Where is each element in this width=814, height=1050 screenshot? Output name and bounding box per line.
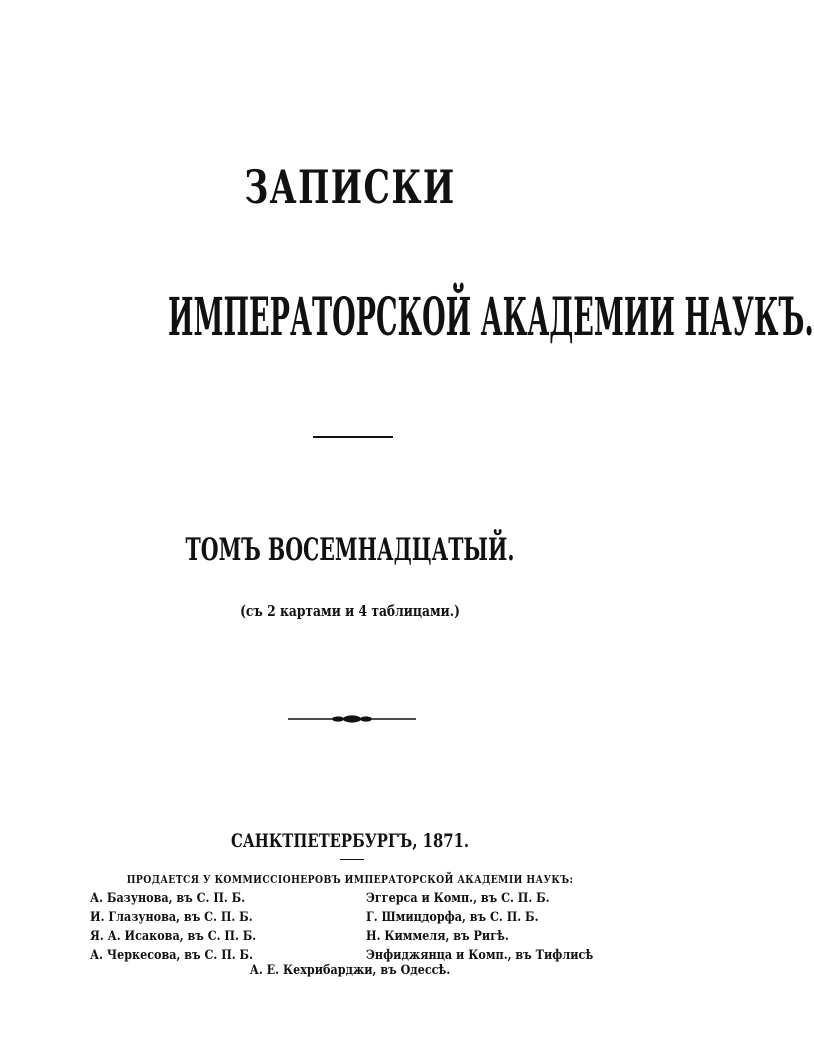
title-divider [313,436,393,438]
seller-row [90,927,630,946]
seller-right: Н. Киммеля, въ Ригѣ. [366,929,509,944]
city-year: САНКТПЕТЕРБУРГЪ, 1871. [230,830,470,852]
ornament-divider-icon [288,711,416,727]
sellers-list [90,889,630,965]
seller-left: А. Базунова, въ С. П. Б. [90,891,246,906]
seller-row [90,889,630,908]
main-title: ЗАПИСКИ [244,160,456,214]
seller-row [90,908,630,927]
sellers-heading: ПРОДАЕТСЯ У КОММИССІОНЕРОВЪ ИМПЕРАТОРСКОЙ АКАДЕМІИ НАУКЪ: [126,873,574,886]
imprint-divider [340,859,364,860]
seller-left: А. Черкесова, въ С. П. Б. [90,948,253,963]
academy-subtitle: ИМПЕРАТОРСКОЙ АКАДЕМИИ НАУКЪ. [168,287,814,348]
seller-right: Эггерса и Комп., въ С. П. Б. [366,891,550,906]
volume-note: (съ 2 картами и 4 таблицами.) [240,602,460,620]
seller-last: А. Е. Кехрибарджи, въ Одессѣ. [249,963,451,978]
seller-right: Энфиджянца и Комп., въ Тифлисѣ [366,948,594,963]
seller-left: Я. А. Исакова, въ С. П. Б. [90,929,257,944]
seller-right: Г. Шмицдорфа, въ С. П. Б. [366,910,539,925]
seller-left: И. Глазунова, въ С. П. Б. [90,910,253,925]
volume-heading: ТОМЪ ВОСЕМНАДЦАТЫЙ. [185,532,515,568]
